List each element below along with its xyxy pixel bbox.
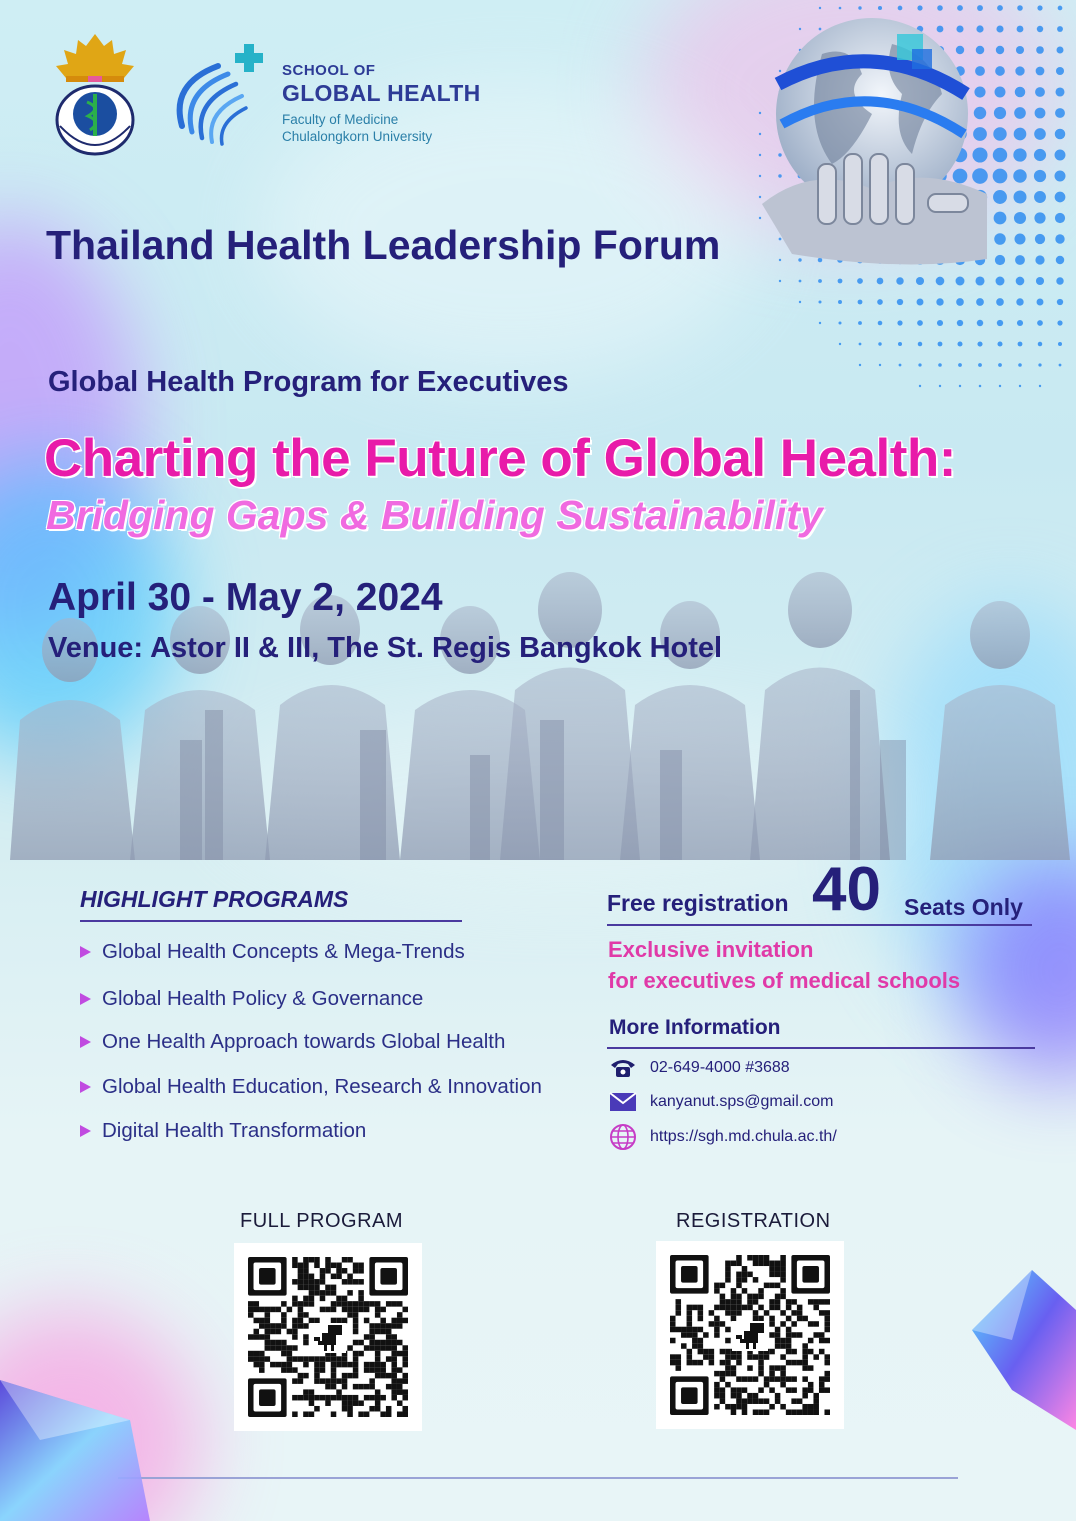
triangle-bullet-icon <box>80 1081 91 1093</box>
registration-qr-code[interactable] <box>656 1241 844 1429</box>
full-program-qr-code[interactable] <box>234 1243 422 1431</box>
more-information-heading: More Information <box>609 1016 781 1039</box>
website-contact <box>608 1125 837 1149</box>
prism-decoration <box>0 1370 150 1521</box>
event-venue: Venue: Astor II & III, The St. Regis Bangkok Hotel <box>48 632 723 664</box>
seats-only-label: Seats Only <box>904 894 1023 920</box>
faculty-label: Faculty of Medicine <box>282 112 399 127</box>
free-registration-label: Free registration <box>607 890 789 916</box>
prism-decoration <box>972 1270 1076 1440</box>
globe-in-robot-hand-image <box>752 14 992 274</box>
list-item <box>80 987 423 1011</box>
list-item-label: Global Health Education, Research & Innovation <box>102 1075 542 1098</box>
forum-title: Thailand Health Leadership Forum <box>46 222 721 268</box>
dino-icon <box>310 1323 346 1353</box>
divider <box>607 924 1032 926</box>
exclusive-line-2: for executives of medical schools <box>608 968 961 993</box>
divider <box>80 920 462 922</box>
list-item <box>80 1119 366 1143</box>
divider <box>607 1047 1035 1049</box>
dino-icon <box>732 1321 768 1351</box>
triangle-bullet-icon <box>80 1125 91 1137</box>
university-label: Chulalongkorn University <box>282 129 433 144</box>
list-item-label: Digital Health Transformation <box>102 1119 367 1142</box>
triangle-bullet-icon <box>80 1036 91 1048</box>
highlight-programs-heading: HIGHLIGHT PROGRAMS <box>80 886 349 912</box>
chula-medicine-crest-logo <box>52 32 138 158</box>
full-program-label: FULL PROGRAM <box>240 1210 404 1232</box>
school-of-label: SCHOOL OF <box>282 62 376 79</box>
triangle-bullet-icon <box>80 993 91 1005</box>
global-health-label: GLOBAL HEALTH <box>282 80 481 106</box>
mail-icon <box>608 1090 638 1114</box>
phone-icon <box>608 1056 638 1080</box>
list-item-label: One Health Approach towards Global Health <box>102 1030 506 1053</box>
program-subtitle: Global Health Program for Executives <box>48 366 569 398</box>
triangle-bullet-icon <box>80 946 91 958</box>
footer-divider <box>118 1477 958 1479</box>
exclusive-line-1: Exclusive invitation <box>608 937 814 962</box>
email-address[interactable]: kanyanut.sps@gmail.com <box>650 1093 834 1110</box>
headline: Charting the Future of Global Health: <box>44 429 956 488</box>
list-item-label: Global Health Concepts & Mega-Trends <box>102 940 465 963</box>
headline-tagline: Bridging Gaps & Building Sustainability <box>46 492 823 538</box>
list-item-label: Global Health Policy & Governance <box>102 987 424 1010</box>
school-of-global-health-logo <box>168 44 268 148</box>
seat-count: 40 <box>812 855 881 924</box>
email-contact <box>608 1090 833 1114</box>
globe-icon <box>608 1125 638 1149</box>
phone-contact <box>608 1056 790 1080</box>
phone-number[interactable]: 02-649-4000 #3688 <box>650 1059 790 1076</box>
list-item <box>80 940 465 964</box>
event-date: April 30 - May 2, 2024 <box>48 576 443 619</box>
list-item <box>80 1030 505 1054</box>
website-link[interactable]: https://sgh.md.chula.ac.th/ <box>650 1128 837 1145</box>
registration-label: REGISTRATION <box>676 1210 831 1232</box>
list-item <box>80 1075 542 1099</box>
exclusive-invitation-text <box>608 934 960 996</box>
